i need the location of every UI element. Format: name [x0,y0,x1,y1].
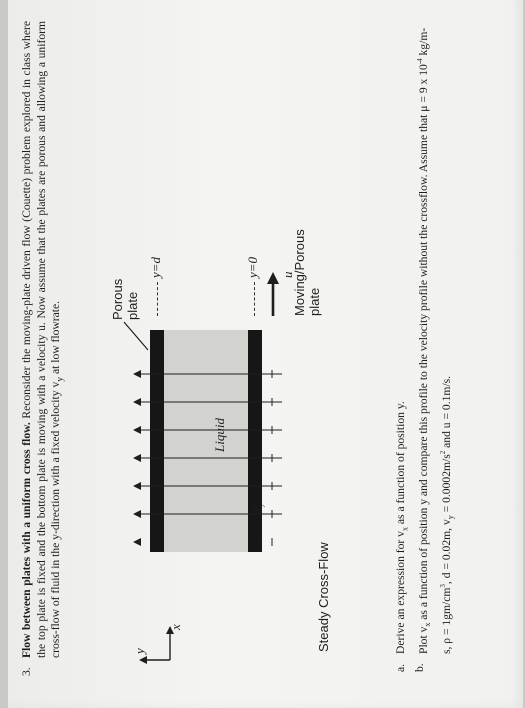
part-a-text2: as a function of position y. [394,401,407,528]
crossflow-arrow [133,370,282,378]
part-a [394,21,413,676]
plate-velocity-arrow-icon [266,266,280,316]
vy-label: $v_y$ [248,503,265,512]
part-b-sup3: 2 [438,450,447,455]
part-b-sup1: -4 [415,58,424,65]
problem-text: Reconsider the moving-plate driven flow (Couette) problem explored in class where the top plate is fixed and the bottom plate is moving with a velocity u. Now assume that the plates are porous and allowing a uniform cross-flow of fluid in the y-direction with a fixed velocity v [20,21,63,658]
part-b-text5: = 0.0002m/s [439,454,453,516]
part-b-sub: x [423,622,433,627]
problem-number: 3. [20,667,33,676]
liquid-label: Liquid [212,418,227,452]
steady-crossflow-label: Steady Cross-Flow [316,542,331,652]
problem-vy-sub: y [54,376,66,382]
problem-title: Flow between plates with a uniform cross flow. [20,422,33,658]
sub-questions [394,21,458,676]
part-b-text4: , d = 0.02m, v [439,519,453,585]
u-label: u [280,271,295,278]
part-b-text6: and u = 0.1m/s. [439,375,453,451]
part-b-letter: b. [412,663,426,672]
crossflow-arrow [133,454,282,462]
moving-plate-label: Moving/Porous plate [292,229,322,316]
cross-flow-arrows-icon [132,312,292,572]
part-a-text: Derive an expression for v [394,531,407,654]
part-a-letter: a. [394,663,407,672]
porous-plate-label: Porous plate [110,278,140,320]
y0-dash-line [254,282,255,316]
part-b-text2: as a function of position y and compare this profile to the velocity profile without the crossflow. Assume that μ = 9 x 10 [416,64,430,623]
problem-text-end: at low flowrate. [49,300,63,377]
rotated-page-content [10,12,510,692]
part-a-sub: x [400,527,410,532]
axis-y-label: y [132,648,147,654]
part-b-sub2: y [445,515,455,520]
axis-x-label: x [168,624,183,630]
part-b-text: Plot v [416,626,430,654]
crossflow-arrow [133,398,282,406]
y0-label: y=0 [245,256,260,278]
part-b-sup2: 3 [438,584,447,588]
crossflow-arrow [133,538,282,546]
crossflow-arrow [133,426,282,434]
part-b [413,21,459,676]
yd-label: y=d [148,256,163,278]
crossflow-arrow [133,482,282,490]
coordinate-axes [132,620,183,670]
part-b-text3: kg/m-s, ρ = 1gm/cm [416,27,453,654]
yd-dash-line [157,282,158,316]
problem-statement [20,21,68,676]
